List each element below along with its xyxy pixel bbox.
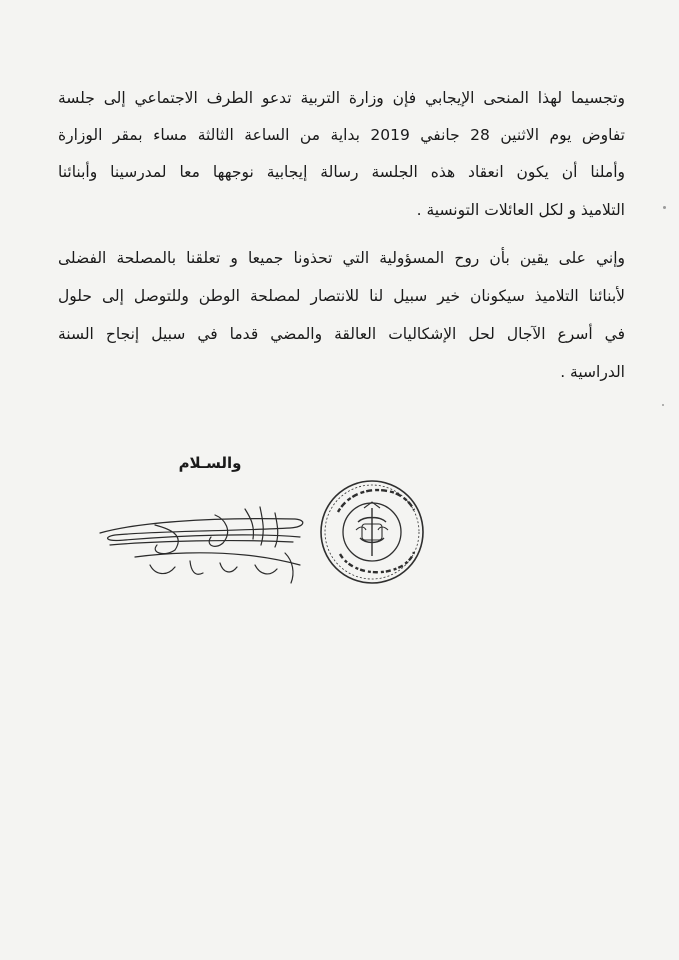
scan-speck: [662, 404, 664, 406]
paragraph-2-line-2: لأبنائنا التلاميذ سيكونان خير سبيل لنا للانتصار لمصلحة الوطن وللتوصل إلى حلول: [58, 287, 625, 305]
paragraph-1: [58, 83, 625, 228]
paragraph-2-line-3: في أسرع الآجال لحل الإشكاليات العالقة والمضي قدما في سبيل إنجاح السنة: [58, 325, 625, 343]
scan-speck: [663, 206, 666, 209]
paragraph-2-line-1: وإني على يقين بأن روح المسؤولية التي تحذونا جميعا و تعلقنا بالمصلحة الفضلى: [58, 249, 625, 267]
paragraph-2: [58, 243, 625, 393]
paragraph-2-line-4: الدراسية .: [560, 363, 625, 381]
paragraph-1-line-1: وتجسيما لهذا المنحى الإيجابي فإن وزارة التربية تدعو الطرف الاجتماعي إلى جلسة: [58, 89, 625, 107]
paragraph-1-line-4: التلاميذ و لكل العائلات التونسية .: [416, 201, 625, 219]
paragraph-1-line-3: وأملنا أن يكون انعقاد هذه الجلسة رسالة إيجابية نوجهها معا لمدرسينا وأبنائنا: [58, 163, 625, 181]
paragraph-1-line-2: تفاوض يوم الاثنين 28 جانفي 2019 بداية من الساعة الثالثة مساء بمقر الوزارة: [58, 126, 625, 144]
official-stamp: [318, 478, 426, 586]
closing-salutation: والسـلام: [178, 454, 242, 472]
handwritten-signature: [95, 495, 310, 590]
